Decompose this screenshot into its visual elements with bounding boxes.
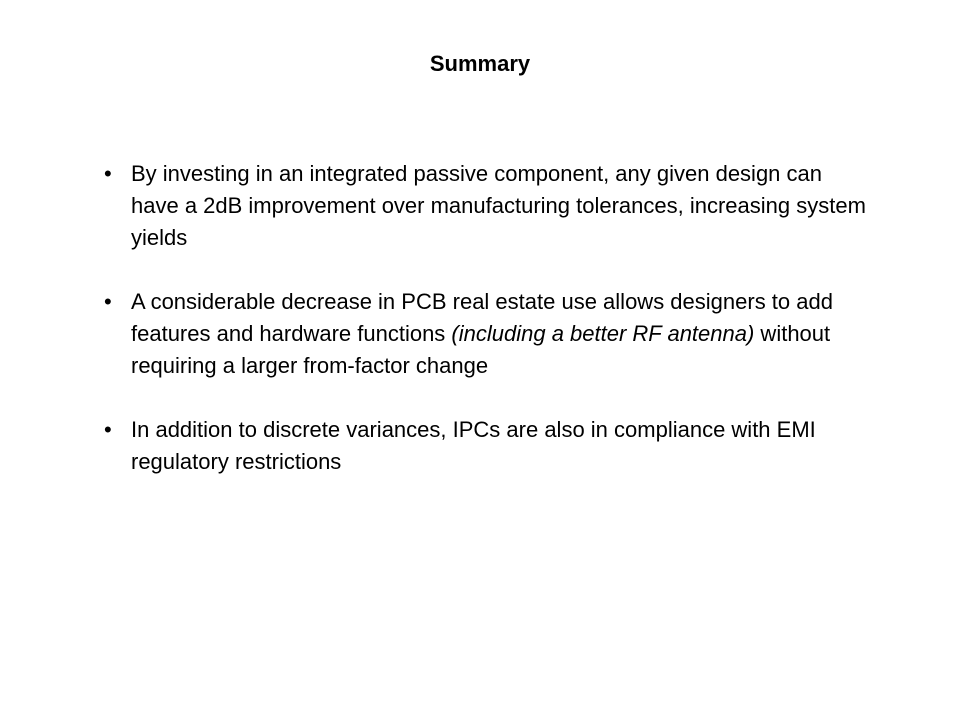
bullet-text-after-italic: without requiring a larger from-factor change [131,321,831,378]
bullet-marker: • [104,289,112,314]
bullet-item-integrated-passive [104,158,874,254]
bullet-text: In addition to discrete variances, IPCs are also in compliance with EMI regulatory restrictions [131,417,816,474]
bullet-text: By investing in an integrated passive component, any given design can have a 2dB improvement over manufacturing tolerances, increasing system yields [131,161,866,250]
bullet-text-italic: (including a better RF antenna) [451,321,755,346]
slide-title: Summary [429,51,531,76]
bullet-marker: • [104,417,112,442]
bullet-item-emi-compliance [104,414,874,478]
bullet-text-before-italic: A considerable decrease in PCB real estate use allows designers to add features and hardware functions [131,289,833,346]
bullet-item-pcb-real-estate [104,286,874,382]
bullet-marker: • [104,161,112,186]
bullet-list [104,158,874,478]
